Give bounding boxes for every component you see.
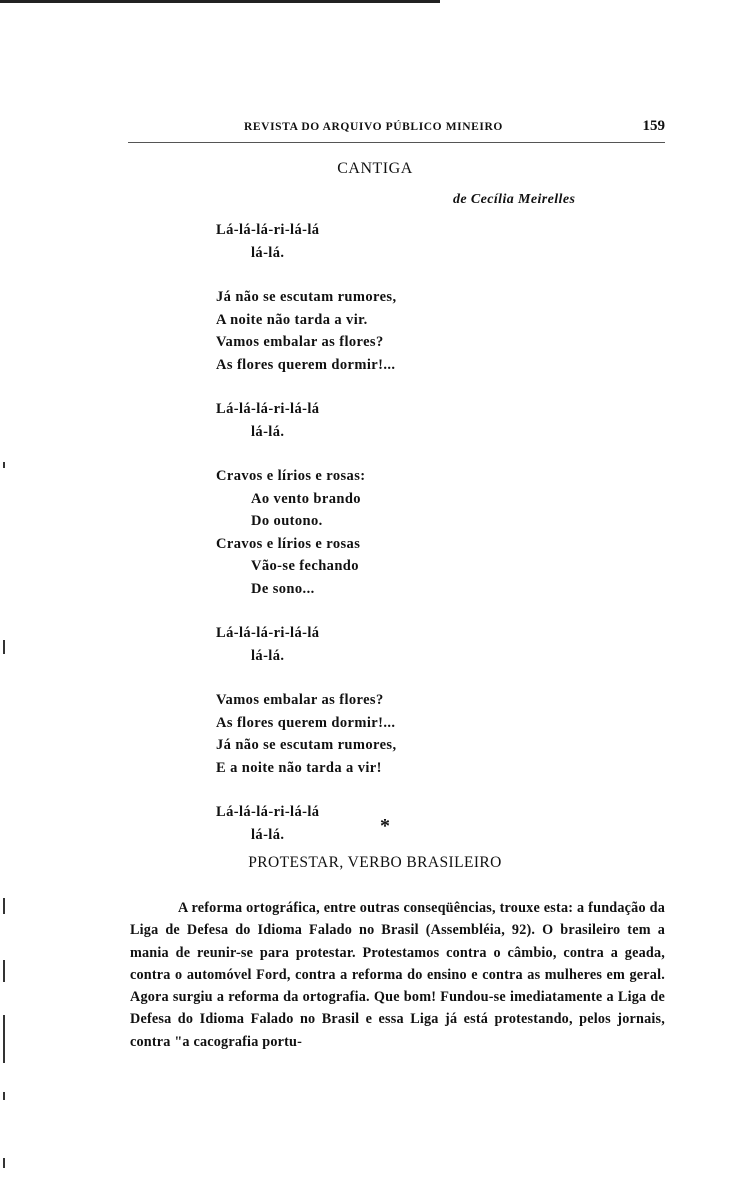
poem-line: lá-lá. bbox=[251, 826, 285, 843]
poem-line: Ao vento brando bbox=[251, 490, 361, 507]
scan-margin-mark bbox=[3, 640, 5, 654]
poem-line: A noite não tarda a vir. bbox=[216, 311, 368, 328]
poem-line: lá-lá. bbox=[251, 423, 285, 440]
poem-stanza bbox=[216, 689, 397, 779]
poem-line: Vão-se fechando bbox=[251, 558, 359, 574]
poem-stanza bbox=[216, 398, 397, 443]
poem-body bbox=[216, 219, 397, 868]
poem-author: de Cecília Meirelles bbox=[453, 192, 576, 207]
article-paragraph: A reforma ortográfica, entre outras conseqüências, trouxe esta: a fundação da Liga de Defesa do Idioma Falado no Brasil (Assembléia, 92). O brasileiro tem a mania de reunir-se para protestar. Protestamos contra o câmbio, contra a geada, contra o automóvel Ford, contra a reforma do ensino e contra as mulheres em geral. Agora surgiu a reforma da ortografia. Que bom! Fundou-se imediatamente a Liga de Defesa do Idioma Falado no Brasil e essa Liga já está protestando, pelos jornais, contra "a cacografia portu- bbox=[130, 900, 665, 1050]
poem-stanza bbox=[216, 622, 397, 667]
scan-margin-mark bbox=[3, 960, 5, 982]
poem-line: Lá-lá-lá-ri-lá-lá bbox=[216, 222, 320, 238]
page-number: 159 bbox=[642, 118, 665, 134]
poem-line: Já não se escutam rumores, bbox=[216, 737, 397, 753]
scan-margin-mark bbox=[3, 898, 5, 914]
poem-line: Cravos e lírios e rosas: bbox=[216, 468, 366, 484]
section-separator: * bbox=[380, 815, 390, 837]
page-header bbox=[128, 118, 665, 143]
scan-margin-mark bbox=[3, 462, 5, 468]
scan-margin-mark bbox=[3, 1158, 5, 1168]
poem-line: lá-lá. bbox=[251, 244, 285, 261]
running-title: REVISTA DO ARQUIVO PÚBLICO MINEIRO bbox=[244, 121, 503, 133]
poem-stanza bbox=[216, 286, 397, 376]
poem-line: As flores querem dormir!... bbox=[216, 356, 396, 373]
scan-top-edge-line bbox=[0, 0, 440, 3]
poem-line: Lá-lá-lá-ri-lá-lá bbox=[216, 401, 320, 417]
poem-line: E a noite não tarda a vir! bbox=[216, 759, 382, 776]
poem-stanza bbox=[216, 801, 397, 846]
poem-line: De sono... bbox=[251, 580, 315, 597]
poem-line: As flores querem dormir!... bbox=[216, 714, 396, 731]
scan-margin-mark bbox=[3, 1092, 5, 1100]
scan-margin-mark bbox=[3, 1015, 5, 1063]
poem-line: Vamos embalar as flores? bbox=[216, 334, 384, 350]
poem-title: CANTIGA bbox=[337, 160, 413, 177]
poem-line: Lá-lá-lá-ri-lá-lá bbox=[216, 625, 320, 641]
poem-line: Vamos embalar as flores? bbox=[216, 692, 384, 708]
poem-line: Do outono. bbox=[251, 513, 323, 529]
poem-line: lá-lá. bbox=[251, 647, 285, 664]
poem-stanza bbox=[216, 219, 397, 264]
poem-line: Cravos e lírios e rosas bbox=[216, 535, 361, 552]
poem-line: Lá-lá-lá-ri-lá-lá bbox=[216, 804, 320, 820]
poem-line: Já não se escutam rumores, bbox=[216, 289, 397, 305]
article-title: PROTESTAR, VERBO BRASILEIRO bbox=[248, 854, 502, 871]
poem-stanza bbox=[216, 465, 397, 600]
